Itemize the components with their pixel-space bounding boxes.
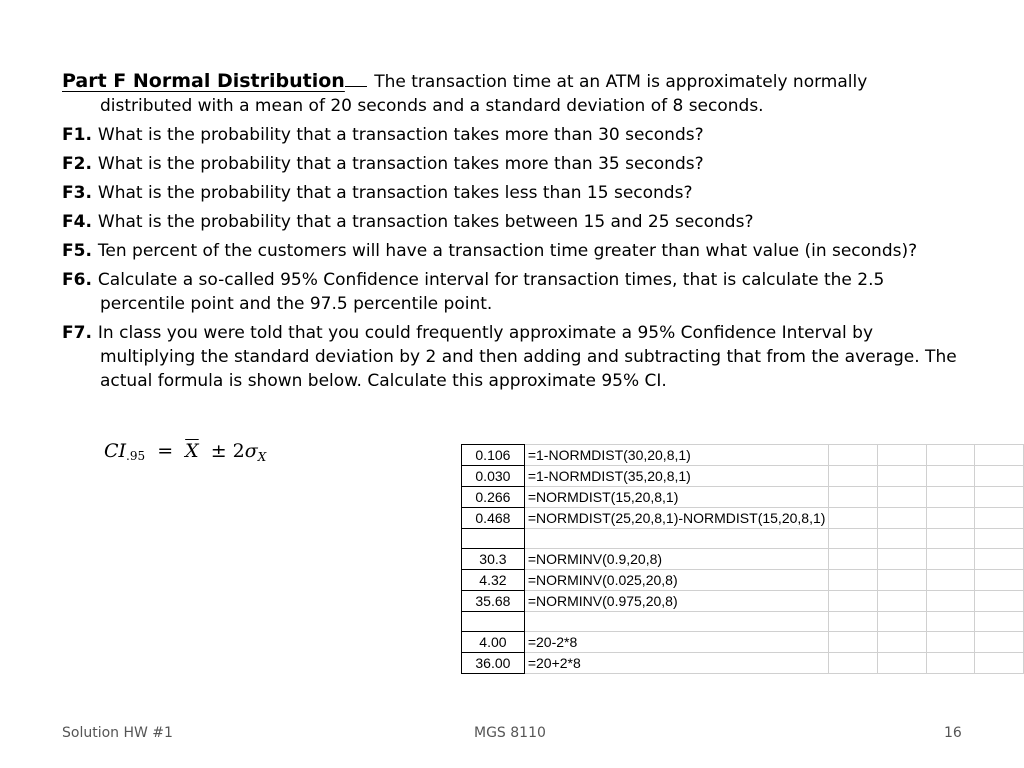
footer-left: Solution HW #1 (62, 725, 173, 741)
empty-cell (975, 487, 1024, 508)
heading-underline-gap (345, 68, 367, 87)
spreadsheet-row (462, 549, 1024, 570)
empty-cell (829, 508, 878, 529)
empty-cell (975, 549, 1024, 570)
spreadsheet-row (462, 591, 1024, 612)
empty-cell (829, 529, 878, 549)
formula-cell: =NORMDIST(15,20,8,1) (524, 487, 829, 508)
spreadsheet-row (462, 466, 1024, 487)
empty-cell (926, 570, 975, 591)
footer-page-number: 16 (944, 725, 962, 741)
empty-cell (829, 591, 878, 612)
empty-cell (829, 549, 878, 570)
spreadsheet-row (462, 612, 1024, 632)
value-cell (462, 529, 525, 549)
empty-cell (975, 612, 1024, 632)
question-number: F2. (62, 154, 92, 174)
ci-formula (104, 440, 266, 464)
formula-lhs: CI (104, 440, 127, 462)
empty-cell (926, 612, 975, 632)
empty-cell (975, 653, 1024, 674)
empty-cell (878, 570, 927, 591)
formula-cell: =20-2*8 (524, 632, 829, 653)
question-text: In class you were told that you could frequently approximate a 95% Confidence Interval by multiplying the standard deviation by 2 and then adding and subtracting that from the average. The actual formula is shown below. Calculate this approximate 95% CI. (97, 323, 957, 391)
empty-cell (926, 632, 975, 653)
formula-sigma-subscript: X (257, 450, 267, 464)
section-heading: Part F Normal Distribution (62, 70, 345, 92)
value-cell: 0.468 (462, 508, 525, 529)
formula-cell: =NORMINV(0.975,20,8) (524, 591, 829, 612)
empty-cell (878, 549, 927, 570)
empty-cell (926, 529, 975, 549)
empty-cell (878, 591, 927, 612)
empty-cell (975, 529, 1024, 549)
empty-cell (926, 487, 975, 508)
empty-cell (829, 570, 878, 591)
formula-equals: = (157, 440, 174, 462)
value-cell: 0.106 (462, 445, 525, 466)
spreadsheet-row (462, 487, 1024, 508)
empty-cell (829, 612, 878, 632)
empty-cell (975, 508, 1024, 529)
empty-cell (829, 445, 878, 466)
value-cell: 0.030 (462, 466, 525, 487)
question-item (62, 210, 962, 234)
formula-plus-minus: ± (210, 440, 227, 462)
empty-cell (975, 591, 1024, 612)
formula-cell: =1-NORMDIST(35,20,8,1) (524, 466, 829, 487)
empty-cell (878, 508, 927, 529)
formula-cell: =1-NORMDIST(30,20,8,1) (524, 445, 829, 466)
formula-cell: =NORMDIST(25,20,8,1)-NORMDIST(15,20,8,1) (524, 508, 829, 529)
empty-cell (878, 487, 927, 508)
empty-cell (926, 653, 975, 674)
question-item (62, 239, 962, 263)
value-cell: 4.00 (462, 632, 525, 653)
formula-cell (524, 612, 829, 632)
empty-cell (926, 466, 975, 487)
formula-lhs-subscript: .95 (126, 449, 146, 463)
question-number: F6. (62, 270, 92, 290)
formula-xbar: $\overline{X}$ (185, 440, 199, 462)
question-item (62, 268, 962, 316)
empty-cell (975, 445, 1024, 466)
question-number: F3. (62, 183, 92, 203)
empty-cell (975, 570, 1024, 591)
empty-cell (975, 632, 1024, 653)
slide-body (62, 68, 962, 398)
question-text: What is the probability that a transaction takes between 15 and 25 seconds? (97, 212, 754, 232)
question-text: Calculate a so-called 95% Confidence interval for transaction times, that is calculate the 2.5 percentile point and the 97.5 percentile point. (97, 270, 885, 314)
spreadsheet-row (462, 653, 1024, 674)
empty-cell (926, 445, 975, 466)
question-text: What is the probability that a transaction takes more than 35 seconds? (97, 154, 704, 174)
empty-cell (878, 529, 927, 549)
question-text: Ten percent of the customers will have a transaction time greater than what value (in seconds)? (97, 241, 918, 261)
formula-coefficient: 2 (232, 440, 245, 462)
spreadsheet-row (462, 529, 1024, 549)
question-text: What is the probability that a transaction takes less than 15 seconds? (97, 183, 693, 203)
empty-cell (975, 466, 1024, 487)
empty-cell (926, 549, 975, 570)
formula-cell: =NORMINV(0.9,20,8) (524, 549, 829, 570)
value-cell (462, 612, 525, 632)
question-item (62, 123, 962, 147)
empty-cell (829, 466, 878, 487)
empty-cell (829, 487, 878, 508)
intro-text: The transaction time at an ATM is approximately normally distributed with a mean of 20 seconds and a standard deviation of 8 seconds. (100, 72, 868, 116)
question-item (62, 181, 962, 205)
empty-cell (878, 612, 927, 632)
footer-center: MGS 8110 (474, 725, 546, 741)
empty-cell (878, 632, 927, 653)
formula-cell (524, 529, 829, 549)
value-cell: 30.3 (462, 549, 525, 570)
value-cell: 0.266 (462, 487, 525, 508)
formula-cell: =20+2*8 (524, 653, 829, 674)
question-number: F1. (62, 125, 92, 145)
spreadsheet-row (462, 632, 1024, 653)
question-number: F5. (62, 241, 92, 261)
question-number: F7. (62, 323, 92, 343)
empty-cell (829, 632, 878, 653)
empty-cell (926, 591, 975, 612)
formula-cell: =NORMINV(0.025,20,8) (524, 570, 829, 591)
question-item (62, 321, 962, 393)
spreadsheet-row (462, 445, 1024, 466)
empty-cell (878, 466, 927, 487)
value-cell: 35.68 (462, 591, 525, 612)
question-text: What is the probability that a transaction takes more than 30 seconds? (97, 125, 704, 145)
empty-cell (926, 508, 975, 529)
spreadsheet-row (462, 570, 1024, 591)
value-cell: 4.32 (462, 570, 525, 591)
question-item (62, 152, 962, 176)
empty-cell (878, 653, 927, 674)
spreadsheet-table (461, 444, 1024, 674)
empty-cell (829, 653, 878, 674)
empty-cell (878, 445, 927, 466)
question-list (62, 123, 962, 393)
value-cell: 36.00 (462, 653, 525, 674)
intro-paragraph (62, 68, 962, 118)
spreadsheet-row (462, 508, 1024, 529)
question-number: F4. (62, 212, 92, 232)
formula-sigma: σ (244, 440, 258, 462)
